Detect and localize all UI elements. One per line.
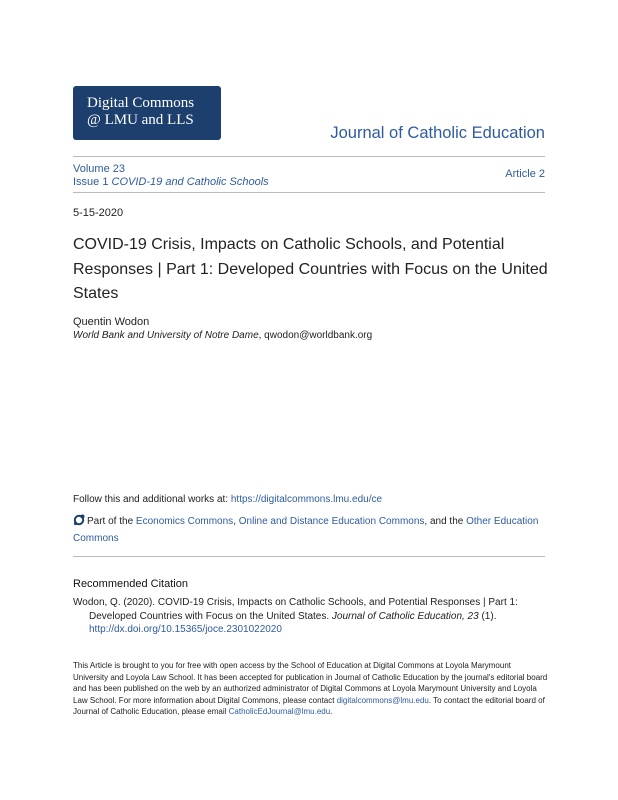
citation-divider [73, 556, 545, 557]
follow-link[interactable]: https://digitalcommons.lmu.edu/ce [230, 494, 383, 505]
doi-link[interactable]: http://dx.doi.org/10.15365/joce.2301022020 [89, 624, 282, 635]
other-education-commons-link[interactable]: Other Education Commons [73, 516, 539, 544]
logo-line-1: Digital Commons [87, 95, 195, 111]
network-icon [73, 514, 85, 526]
part-of-commons [73, 514, 548, 547]
citation-journal: Journal of Catholic Education, 23 [331, 610, 479, 622]
citation-issue: (1). [478, 610, 497, 622]
issue-title: COVID-19 and Catholic Schools [111, 175, 269, 188]
citation-text [73, 596, 553, 637]
author-affiliation [73, 330, 372, 341]
author-name: Quentin Wodon [73, 316, 150, 328]
article-title: COVID-19 Crisis, Impacts on Catholic Schools, and Potential Responses | Part 1: Developed Countries with Focus on the United States [73, 236, 548, 302]
meta-divider [73, 192, 545, 193]
follow-text: Follow this and additional works at: [73, 494, 231, 505]
about-text-2: . To contact the editorial board of Journal of Catholic Education, please email [73, 695, 545, 716]
digital-commons-logo[interactable] [73, 86, 221, 140]
header-divider [73, 156, 545, 157]
about-text-1: This Article is brought to you for free with open access by the School of Education at Digital Commons at Loyola Marymount University and Loyola Law School. It has been accepted for publication in Journal of Catholic Education by the journal's editorial board and has been published on the web by an authorized administrator of Digital Commons at Loyola Marymount University and Loyola Law School. For more information about Digital Commons, please contact [73, 661, 548, 705]
part-of-sep-2: , and the [424, 516, 467, 527]
part-of-prefix: Part of the [87, 516, 136, 527]
part-of-sep-1: , [233, 516, 239, 527]
issue-link[interactable] [73, 176, 269, 188]
issue-prefix: Issue 1 [73, 175, 109, 188]
economics-commons-link[interactable]: Economics Commons [135, 516, 234, 527]
affiliation-text: World Bank and University of Notre Dame [73, 330, 259, 341]
journal-title-link[interactable]: Journal of Catholic Education [330, 124, 545, 142]
article-number-link[interactable]: Article 2 [505, 168, 545, 180]
logo-line-2: @ LMU and LLS [87, 112, 194, 128]
citation-body: Wodon, Q. (2020). COVID-19 Crisis, Impacts on Catholic Schools, and Potential Responses | Part 1: Developed Countries with Focus on the United States. [73, 597, 518, 622]
volume-issue [73, 163, 269, 188]
editorial-email-link[interactable]: CatholicEdJournal@lmu.edu [228, 707, 331, 716]
volume-link[interactable]: Volume 23 [73, 163, 125, 175]
publication-date: 5-15-2020 [73, 207, 124, 219]
online-distance-education-commons-link[interactable]: Online and Distance Education Commons [238, 516, 425, 527]
about-text-3: . [330, 707, 333, 716]
digitalcommons-email-link[interactable]: digitalcommons@lmu.edu [336, 695, 429, 705]
recommended-citation-heading: Recommended Citation [73, 578, 188, 590]
about-notice [73, 660, 548, 718]
follow-line [73, 494, 382, 505]
author-email: , qwodon@worldbank.org [258, 330, 373, 341]
